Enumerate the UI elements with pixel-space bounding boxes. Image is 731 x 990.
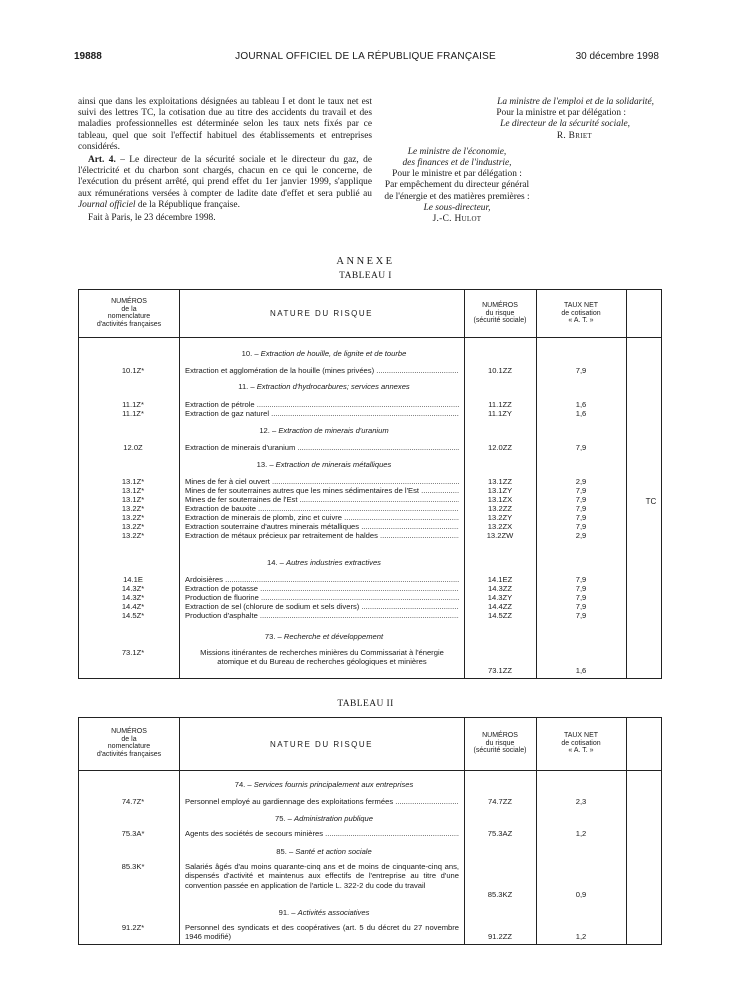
body-text-left	[78, 97, 372, 226]
section-title	[179, 780, 469, 789]
table-row	[79, 504, 661, 513]
section-label: Administration publique	[294, 814, 373, 823]
activity-code: 74.7Z*	[121, 797, 145, 806]
rate-value: 7,9	[575, 504, 587, 513]
risk-label: Extraction de pétrole .....	[185, 400, 459, 409]
section-title	[179, 349, 469, 358]
section-label: Activités associatives	[297, 908, 370, 917]
rate-value: 1,6	[575, 666, 587, 675]
section-number: 12. –	[259, 426, 277, 435]
section-number: 13. –	[256, 460, 274, 469]
col3-l2: du risque	[485, 309, 515, 317]
table-row	[79, 611, 661, 620]
col3-l1: NUMÉROS	[482, 732, 518, 739]
risk-label: Production d'asphalte .....	[185, 611, 459, 620]
section-title	[179, 460, 469, 469]
col-header-nature: NATURE DU RISQUE	[270, 309, 373, 318]
risk-label: Ardoisières .....	[185, 575, 459, 584]
activity-code: 13.1Z*	[121, 477, 145, 486]
risk-label: Extraction de potasse .....	[185, 584, 459, 593]
activity-code: 11.1Z*	[122, 400, 144, 409]
risk-code: 13.2ZY	[487, 513, 513, 522]
col4-l1: TAUX NET	[563, 302, 599, 309]
section-number: 74. –	[234, 780, 252, 789]
col3-l3: (sécurité sociale)	[473, 317, 527, 325]
risk-label: Mines de fer à ciel ouvert .....	[185, 477, 459, 486]
risk-code: 11.1ZZ	[488, 400, 512, 409]
sig2-name: J.-C. Hulot	[432, 214, 482, 225]
activity-code: 11.1Z*	[122, 409, 144, 418]
sig2-line1: Le ministre de l'économie,	[407, 146, 507, 157]
table-row	[79, 666, 661, 675]
rate-value: 2,3	[575, 797, 587, 806]
rate-value: 7,9	[575, 522, 587, 531]
col-header-rate	[536, 732, 626, 755]
sig1-line2: Pour la ministre et par délégation :	[496, 108, 626, 119]
rate-value: 7,9	[575, 495, 587, 504]
risk-code: 13.1ZX	[487, 495, 513, 504]
rate-value: 7,9	[575, 513, 587, 522]
activity-code: 75.3A*	[121, 829, 145, 838]
rate-value: 7,9	[575, 593, 587, 602]
article-4-text-b: de la République française.	[135, 199, 240, 210]
paragraph-article-4	[78, 155, 372, 211]
signature-place-date: Fait à Paris, le 23 décembre 1998.	[88, 213, 216, 224]
table-row	[79, 513, 661, 522]
col3-l2: du risque	[485, 739, 515, 747]
activity-code: 13.1Z*	[121, 486, 145, 495]
table-1-title: TABLEAU I	[339, 271, 392, 281]
table-row	[79, 409, 661, 418]
rate-value: 7,9	[575, 584, 587, 593]
col1-l4: d'activités françaises	[96, 320, 162, 328]
risk-code: 10.1ZZ	[487, 366, 513, 375]
sig1-line1: La ministre de l'emploi et de la solidarité,	[497, 97, 654, 107]
activity-code: 14.3Z*	[121, 593, 145, 602]
risk-label: Extraction souterraine d'autres minerais métalliques .....	[185, 522, 459, 531]
section-label: Extraction d'hydrocarbures; services annexes	[256, 382, 410, 391]
risk-code: 14.3ZY	[487, 593, 513, 602]
activity-code: 14.5Z*	[121, 611, 145, 620]
sig1-name: R. Briet	[556, 130, 592, 141]
risk-code: 91.2ZZ	[487, 932, 513, 941]
section-label: Extraction de minerais métalliques	[275, 460, 392, 469]
section-label: Services fournis principalement aux entreprises	[253, 780, 414, 789]
rate-value: 2,9	[575, 531, 587, 540]
col1-l1: NUMÉROS	[111, 298, 147, 305]
col-header-nomenclature	[79, 728, 179, 758]
section-title	[179, 908, 469, 917]
activity-code: 73.1Z*	[121, 648, 145, 657]
section-number: 10. –	[241, 349, 259, 358]
table-row	[79, 495, 661, 504]
table-row	[79, 443, 661, 452]
col1-l3: nomenclature	[107, 313, 151, 321]
section-title	[179, 632, 469, 641]
activity-code: 91.2Z*	[121, 923, 145, 932]
sig2-line4: Par empêchement du directeur général	[384, 180, 530, 191]
activity-code: 10.1Z*	[121, 366, 145, 375]
table-row	[79, 531, 661, 540]
risk-code: 73.1ZZ	[487, 666, 513, 675]
table-row	[79, 932, 661, 941]
risk-label: Extraction de minerais de plomb, zinc et cuivre .....	[185, 513, 459, 522]
sig2-line6: Le sous-directeur,	[423, 202, 491, 213]
paragraph-tc: ainsi que dans les exploitations désignées au tableau I et dont le taux net est suivi des lettres TC, la cotisation due au titre des accidents du travail et des maladies professionnelles est déterminée selon les taux nets fixés par ce tableau, quel que soit l'effectif habituel des établissements et entreprises considérés.	[78, 97, 372, 152]
col3-l1: NUMÉROS	[482, 302, 518, 309]
col-header-risk	[464, 732, 536, 755]
table-row	[79, 486, 661, 495]
risk-code: 13.2ZW	[486, 531, 514, 540]
rate-value: 7,9	[575, 443, 587, 452]
col1-l4: d'activités françaises	[96, 750, 162, 758]
col1-l2: de la	[121, 735, 137, 743]
rate-value: 1,2	[575, 932, 587, 941]
risk-code: 14.4ZZ	[487, 602, 513, 611]
col4-l1: TAUX NET	[563, 732, 599, 739]
rate-value: 7,9	[575, 575, 587, 584]
risk-label: Extraction de métaux précieux par retraitement de haldes .....	[185, 531, 459, 540]
table-row	[79, 797, 661, 806]
sig2-line5: de l'énergie et des matières premières :	[384, 191, 530, 202]
section-title	[179, 426, 469, 435]
section-label: Extraction de minerais d'uranium	[278, 426, 389, 435]
section-label: Autres industries extractives	[286, 558, 381, 567]
col1-l3: nomenclature	[107, 743, 151, 751]
risk-code: 14.3ZZ	[487, 584, 513, 593]
risk-code: 75.3AZ	[487, 829, 513, 838]
section-title	[179, 382, 469, 391]
risk-label: Extraction de gaz naturel .....	[185, 409, 459, 418]
article-4-label: Art. 4.	[88, 155, 116, 166]
rate-value: 1,6	[575, 409, 587, 418]
sig2-line3: Pour le ministre et par délégation :	[392, 169, 522, 180]
section-label: Recherche et développement	[283, 632, 384, 641]
col-header-risk	[464, 302, 536, 325]
section-number: 73. –	[264, 632, 282, 641]
section-title	[179, 814, 469, 823]
risk-code: 12.0ZZ	[487, 443, 513, 452]
risk-code: 13.2ZX	[487, 522, 513, 531]
rate-value: 1,6	[575, 400, 587, 409]
table-row	[79, 602, 661, 611]
activity-code: 13.1Z*	[121, 495, 145, 504]
col3-l3: (sécurité sociale)	[473, 747, 527, 755]
table-row	[79, 366, 661, 375]
table-1	[78, 289, 662, 679]
risk-label: Mines de fer souterraines autres que les mines sédimentaires de l'Est .....	[185, 486, 459, 495]
section-label: Extraction de houille, de lignite et de tourbe	[260, 349, 407, 358]
col-header-rate	[536, 302, 626, 325]
col4-l2: de cotisation	[561, 309, 601, 317]
rate-value: 7,9	[575, 602, 587, 611]
sig2-line2: des finances et de l'industrie,	[402, 158, 512, 169]
table-row	[79, 829, 661, 838]
risk-code: 13.2ZZ	[487, 504, 513, 513]
sig1-line3: Le directeur de la sécurité sociale,	[500, 119, 630, 130]
risk-label: Personnel employé au gardiennage des exploitations fermées .....	[185, 797, 459, 806]
risk-label: Mines de fer souterraines de l'Est .....	[185, 495, 459, 504]
rate-value: 0,9	[575, 890, 587, 899]
journal-title: JOURNAL OFFICIEL DE LA RÉPUBLIQUE FRANÇAISE	[235, 51, 496, 62]
risk-code: 74.7ZZ	[487, 797, 513, 806]
col4-l3: « A. T. »	[568, 317, 594, 325]
section-label: Santé et action sociale	[295, 847, 372, 856]
table-row	[79, 522, 661, 531]
issue-date: 30 décembre 1998	[575, 51, 659, 62]
risk-code: 11.1ZY	[488, 409, 512, 418]
rate-value: 7,9	[575, 366, 587, 375]
activity-code: 13.2Z*	[121, 513, 145, 522]
activity-code: 13.2Z*	[121, 504, 145, 513]
table-row	[79, 575, 661, 584]
risk-label: Agents des sociétés de secours minières .....	[185, 829, 459, 838]
risk-code: 85.3KZ	[487, 890, 513, 899]
activity-code: 14.1E	[123, 575, 143, 584]
section-title	[179, 558, 469, 567]
risk-code: 14.5ZZ	[487, 611, 513, 620]
col4-l3: « A. T. »	[568, 747, 594, 755]
risk-label: Extraction de sel (chlorure de sodium et sels divers) .....	[185, 602, 459, 611]
risk-label: Extraction de minerais d'uranium .....	[185, 443, 459, 452]
risk-code: 14.1EZ	[487, 575, 513, 584]
section-number: 75. –	[275, 814, 292, 823]
rate-value: 1,2	[575, 829, 587, 838]
table-row	[79, 584, 661, 593]
activity-code: 14.4Z*	[121, 602, 145, 611]
activity-code: 13.2Z*	[121, 522, 145, 531]
annex-title: ANNEXE	[336, 256, 395, 267]
rate-value: 7,9	[575, 611, 587, 620]
table-2	[78, 717, 662, 945]
table-row	[79, 400, 661, 409]
risk-code: 13.1ZZ	[487, 477, 513, 486]
activity-code: 12.0Z	[123, 443, 143, 452]
signatures	[372, 97, 662, 225]
tc-marker: TC	[645, 497, 657, 506]
table-row	[79, 477, 661, 486]
page-number: 19888	[74, 51, 102, 62]
section-title	[179, 847, 469, 856]
table-row	[79, 593, 661, 602]
journal-officiel-ref: Journal officiel	[78, 199, 136, 210]
risk-label: Production de fluorine .....	[185, 593, 459, 602]
risk-label-multiline: Salariés âgés d'au moins quarante-cinq ans et de moins de cinquante-cinq ans, dispensés d'activité et maintenus aux effectifs de l'entreprise au titre d'une convention passée en application de l'article L. 322-2 du code du travail	[185, 862, 459, 890]
risk-label-multiline: Personnel des syndicats et des coopératives (art. 5 du décret du 27 novembre 1946 modifié)	[185, 923, 459, 942]
activity-code: 85.3K*	[121, 862, 145, 871]
col1-l1: NUMÉROS	[111, 728, 147, 735]
col-header-nature: NATURE DU RISQUE	[270, 740, 373, 749]
col4-l2: de cotisation	[561, 739, 601, 747]
rate-value: 2,9	[575, 477, 587, 486]
activity-code: 13.2Z*	[121, 531, 145, 540]
rate-value: 7,9	[575, 486, 587, 495]
risk-label-multiline: Missions itinérantes de recherches minières du Commissariat à l'énergie atomique et du Bureau de recherches géologiques et minières	[200, 648, 444, 667]
article-4-text-a: – Le directeur de la sécurité sociale et le directeur du gaz, de l'électricité et du charbon sont chargés, chacun en ce qui le concerne, de l'exécution du présent arrêté, qui prend effet du 1er janvier 1999, s'applique aux rémunérations versées à compter de ladite date d'effet et sera publié au	[78, 155, 372, 199]
section-number: 11. –	[238, 382, 255, 391]
risk-label: Extraction et agglomération de la houille (mines privées) .....	[185, 366, 459, 375]
section-number: 14. –	[267, 558, 284, 567]
section-number: 91. –	[278, 908, 296, 917]
table-2-title: TABLEAU II	[337, 699, 394, 709]
col1-l2: de la	[121, 305, 137, 313]
table-row	[79, 890, 661, 899]
risk-code: 13.1ZY	[487, 486, 513, 495]
col-header-nomenclature	[79, 298, 179, 328]
activity-code: 14.3Z*	[121, 584, 145, 593]
risk-label: Extraction de bauxite .....	[185, 504, 459, 513]
section-number: 85. –	[276, 847, 294, 856]
